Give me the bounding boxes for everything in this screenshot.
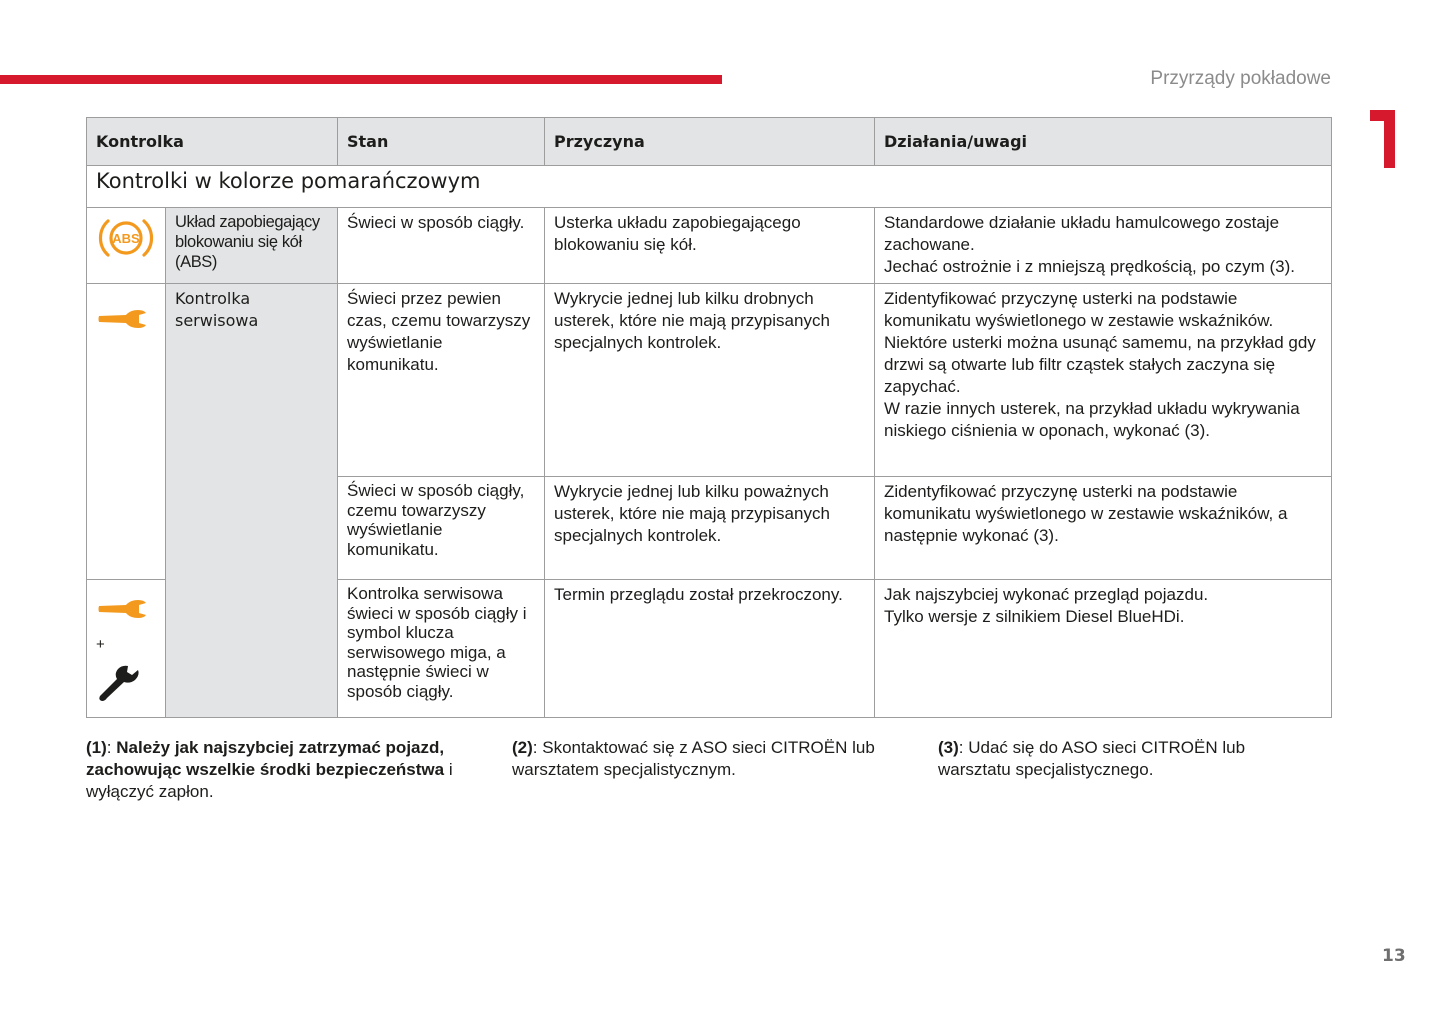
footnote-ref: (2) [512,738,533,757]
action-line: Standardowe działanie układu hamulcowego zostaje zachowane. [884,213,1280,254]
footnote-3: (3): Udać się do ASO sieci CITROËN lub warsztatu specjalistycznego. [938,738,1246,779]
actions-text [875,208,1332,284]
footnote-ref: (1) [86,738,107,757]
state-text: Świeci w sposób ciągły. [338,208,545,284]
table-row [87,208,1332,284]
warning-name: Układ zapobiegający blokowaniu się kół (ABS) [166,208,338,284]
footnote-text: Skontaktować się z ASO sieci CITROËN lub warsztatem specjalistycznym. [512,738,875,779]
footnote-text: Udać się do ASO sieci CITROËN lub warsztatu specjalistycznego. [938,738,1246,779]
table-header-row [87,118,1332,166]
abs-warning-icon [96,212,156,264]
warning-name: Kontrolka serwisowa [166,284,338,718]
action-line: Jechać ostrożnie i z mniejszą prędkością, po czym (3). [884,257,1295,276]
state-text: Kontrolka serwisowa świeci w sposób ciągły i symbol klucza serwisowego miga, a następnie świeci w sposób ciągły. [338,580,545,718]
action-line: W razie innych usterek, na przykład układu wykrywania niskiego ciśnienia w oponach, wykonać (3). [884,399,1300,440]
header-accent-bar [0,75,722,84]
group-title-row [87,166,1332,208]
action-line: Tylko wersje z silnikiem Diesel BlueHDi. [884,607,1185,626]
warning-lights-table [86,117,1332,718]
cause-text: Wykrycie jednej lub kilku poważnych usterek, które nie mają przypisanych specjalnych kontrolek. [545,477,875,580]
section-title: Przyrządy pokładowe [1150,68,1331,89]
footnote-2: (2): Skontaktować się z ASO sieci CITROËN lub warsztatem specjalistycznym. [512,738,875,779]
actions-text [875,580,1332,718]
group-title: Kontrolki w kolorze pomarańczowym [87,166,1332,208]
state-text: Świeci w sposób ciągły, czemu towarzyszy wyświetlanie komunikatu. [338,477,545,580]
column-header-dzialania: Działania/uwagi [875,118,1332,166]
footnote-bold-text: Należy jak najszybciej zatrzymać pojazd, zachowując wszelkie środki bezpieczeństwa [86,738,445,779]
page-number: 13 [1382,946,1406,966]
actions-text [875,477,1332,580]
action-line: Zidentyfikować przyczynę usterki na podstawie komunikatu wyświetlonego w zestawie wskaźników, a następnie wykonać (3). [884,482,1288,545]
footnote-1: (1): Należy jak najszybciej zatrzymać pojazd, zachowując wszelkie środki bezpieczeństwa i wyłączyć zapłon. [86,738,453,801]
icon-cell [87,208,166,284]
cause-text: Termin przeglądu został przekroczony. [545,580,875,718]
icon-cell [87,580,166,718]
spanner-icon [96,660,144,702]
action-line: Zidentyfikować przyczynę usterki na podstawie komunikatu wyświetlonego w zestawie wskaźników. [884,289,1274,330]
action-line: Jak najszybciej wykonać przegląd pojazdu. [884,585,1209,604]
icon-cell [87,284,166,580]
actions-text [875,284,1332,477]
footnote-text: i wyłączyć zapłon. [86,760,453,801]
cause-text: Usterka układu zapobiegającego blokowaniu się kół. [545,208,875,284]
footnote-ref: (3) [938,738,959,757]
chapter-number-marker [1368,110,1396,168]
table-row [87,284,1332,477]
column-header-przyczyna: Przyczyna [545,118,875,166]
column-header-kontrolka: Kontrolka [87,118,338,166]
column-header-stan: Stan [338,118,545,166]
action-line: Niektóre usterki można usunąć samemu, na przykład gdy drzwi są otwarte lub filtr cząstek stałych zaczyna się zapychać. [884,333,1316,396]
service-wrench-icon [96,306,148,332]
service-wrench-icon [96,596,148,622]
plus-sign: + [96,636,105,653]
state-text: Świeci przez pewien czas, czemu towarzyszy wyświetlanie komunikatu. [338,284,545,477]
svg-text:ABS: ABS [112,231,140,246]
cause-text: Wykrycie jednej lub kilku drobnych usterek, które nie mają przypisanych specjalnych kontrolek. [545,284,875,477]
